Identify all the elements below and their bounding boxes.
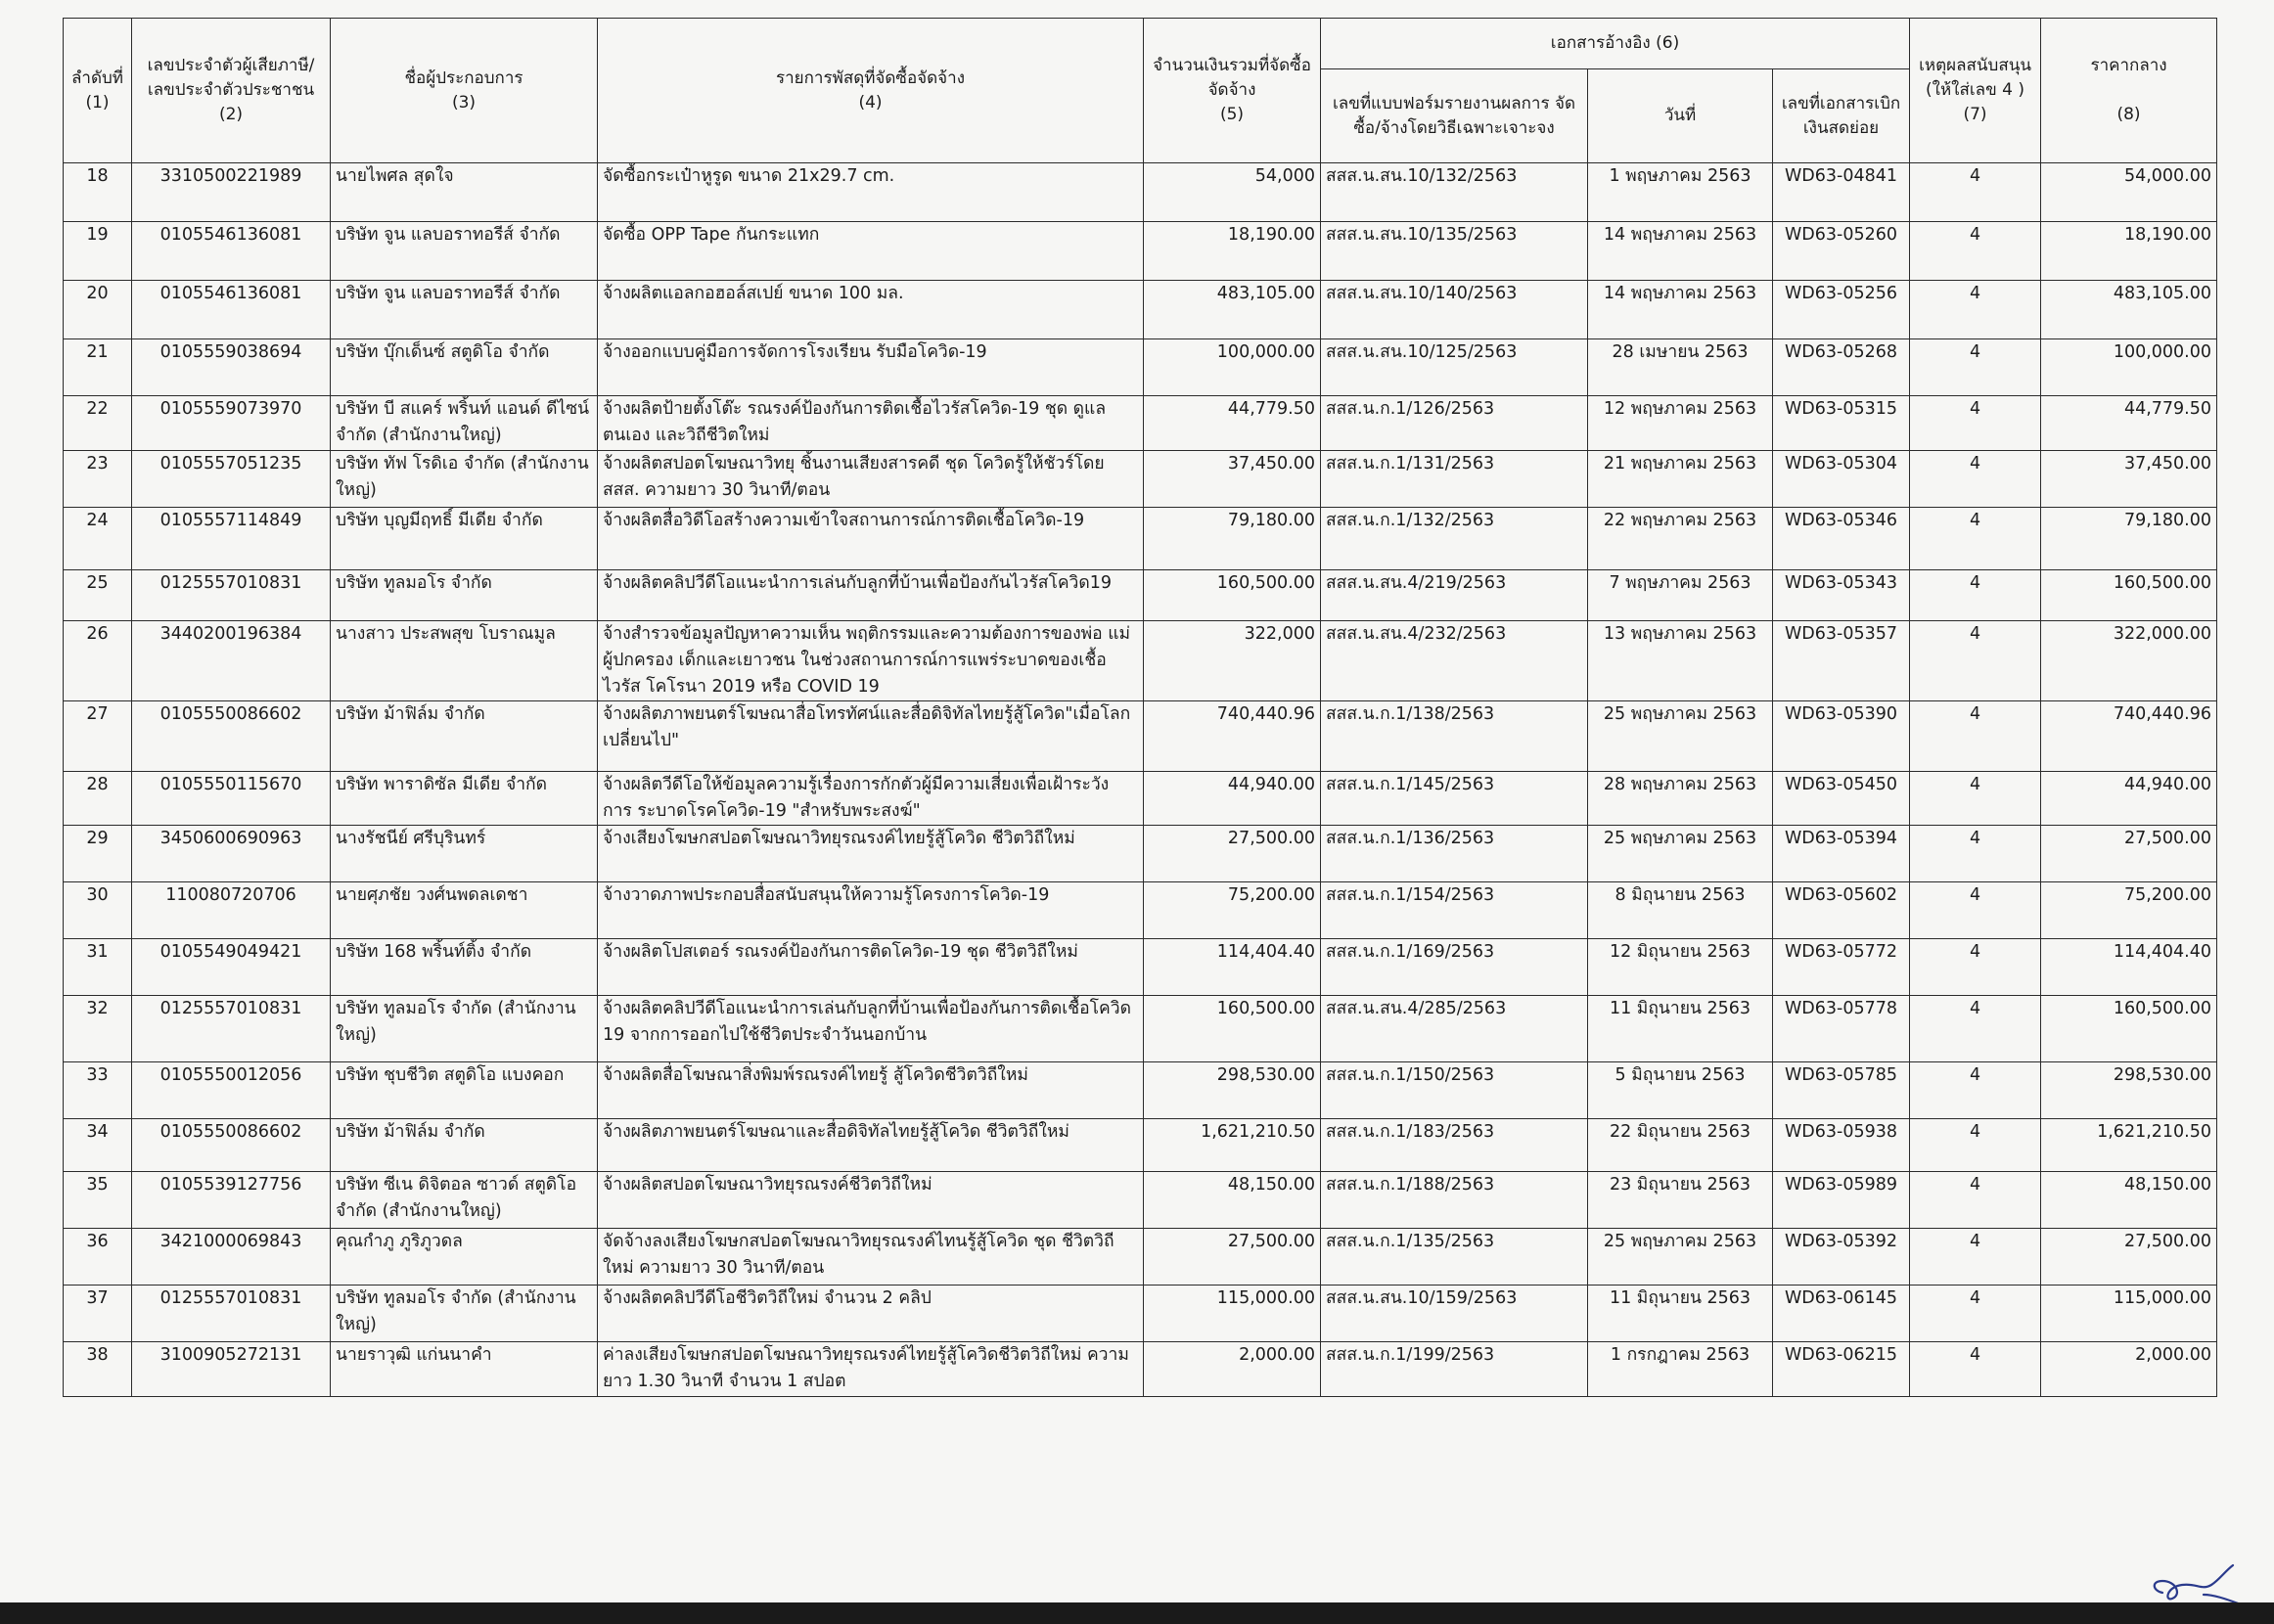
amount-cell: 54,000 (1144, 163, 1321, 222)
disb-no-cell: WD63-05256 (1773, 281, 1910, 339)
item-cell: จ้างผลิตแอลกอฮอล์สเปย์ ขนาด 100 มล. (598, 281, 1144, 339)
reason-cell: 4 (1910, 508, 2041, 570)
header-item: รายการพัสดุที่จัดซื้อจัดจ้าง (4) (598, 19, 1144, 163)
disb-no-cell: WD63-05394 (1773, 826, 1910, 882)
date-cell: 14 พฤษภาคม 2563 (1588, 222, 1773, 281)
median-price-cell: 79,180.00 (2041, 508, 2217, 570)
header-vendor: ชื่อผู้ประกอบการ (3) (331, 19, 598, 163)
vendor-cell: บริษัท ทูลมอโร จำกัด (สำนักงาน ใหญ่) (331, 1286, 598, 1342)
vendor-cell: บริษัท ม้าฟิล์ม จำกัด (331, 1119, 598, 1172)
header-ref-docs: เอกสารอ้างอิง (6) (1321, 19, 1910, 69)
item-cell: จ้างวาดภาพประกอบสื่อสนับสนุนให้ความรู้โครงการโควิด-19 (598, 882, 1144, 939)
tax-id-cell: 0105550012056 (132, 1062, 331, 1119)
amount-cell: 160,500.00 (1144, 996, 1321, 1062)
reason-cell: 4 (1910, 1229, 2041, 1286)
reason-cell: 4 (1910, 1062, 2041, 1119)
date-cell: 8 มิถุนายน 2563 (1588, 882, 1773, 939)
tax-id-cell: 3310500221989 (132, 163, 331, 222)
form-no-cell: สสส.น.ก.1/136/2563 (1321, 826, 1588, 882)
tax-id-cell: 0105546136081 (132, 281, 331, 339)
form-no-cell: สสส.น.ก.1/138/2563 (1321, 701, 1588, 772)
item-cell: จ้างผลิตโปสเตอร์ รณรงค์ป้องกันการติดโควิด-19 ชุด ชีวิตวิถีใหม่ (598, 939, 1144, 996)
disb-no-cell: WD63-05989 (1773, 1172, 1910, 1229)
table-header (64, 19, 2217, 163)
seq-cell: 37 (64, 1286, 132, 1342)
disb-no-cell: WD63-05785 (1773, 1062, 1910, 1119)
header-form-no: เลขที่แบบฟอร์มรายงานผลการ จัดซื้อ/จ้างโดยวิธีเฉพาะเจาะจง (1321, 69, 1588, 163)
tax-id-cell: 3450600690963 (132, 826, 331, 882)
tax-id-cell: 0105559073970 (132, 396, 331, 451)
form-no-cell: สสส.น.สน.10/135/2563 (1321, 222, 1588, 281)
date-cell: 21 พฤษภาคม 2563 (1588, 451, 1773, 508)
table-row (64, 1119, 2217, 1172)
form-no-cell: สสส.น.สน.10/125/2563 (1321, 339, 1588, 396)
date-cell: 25 พฤษภาคม 2563 (1588, 701, 1773, 772)
date-cell: 22 มิถุนายน 2563 (1588, 1119, 1773, 1172)
amount-cell: 18,190.00 (1144, 222, 1321, 281)
table-row (64, 1286, 2217, 1342)
seq-cell: 29 (64, 826, 132, 882)
median-price-cell: 27,500.00 (2041, 1229, 2217, 1286)
item-cell: จ้างผลิตภาพยนตร์โฆษณาสื่อโทรทัศน์และสื่อดิจิทัลไทยรู้สู้โควิด"เมื่อโลก เปลี่ยนไป" (598, 701, 1144, 772)
date-cell: 1 กรกฎาคม 2563 (1588, 1342, 1773, 1397)
form-no-cell: สสส.น.สน.4/232/2563 (1321, 621, 1588, 701)
date-cell: 12 พฤษภาคม 2563 (1588, 396, 1773, 451)
table-row (64, 772, 2217, 826)
vendor-cell: นายไพศล สุดใจ (331, 163, 598, 222)
date-cell: 5 มิถุนายน 2563 (1588, 1062, 1773, 1119)
item-cell: จัดจ้างลงเสียงโฆษกสปอตโฆษณาวิทยุรณรงค์ไทนรู้สู้โควิด ชุด ชีวิตวิถีใหม่ ความยาว 30 วินาที/ตอน (598, 1229, 1144, 1286)
seq-cell: 32 (64, 996, 132, 1062)
procurement-table (63, 18, 2217, 1397)
amount-cell: 27,500.00 (1144, 826, 1321, 882)
date-cell: 28 พฤษภาคม 2563 (1588, 772, 1773, 826)
item-cell: จ้างผลิตคลิปวีดีโอแนะนำการเล่นกับลูกที่บ้านเพื่อป้องกันการติดเชื้อโควิด 19 จากการออกไปใช้ชีวิตประจำวันนอกบ้าน (598, 996, 1144, 1062)
reason-cell: 4 (1910, 772, 2041, 826)
vendor-cell: นางรัชนีย์ ศรีบุรินทร์ (331, 826, 598, 882)
tax-id-cell: 0105549049421 (132, 939, 331, 996)
date-cell: 7 พฤษภาคม 2563 (1588, 570, 1773, 621)
reason-cell: 4 (1910, 339, 2041, 396)
amount-cell: 115,000.00 (1144, 1286, 1321, 1342)
header-date: วันที่ (1588, 69, 1773, 163)
tax-id-cell: 0105557051235 (132, 451, 331, 508)
item-cell: จ้างผลิตสปอตโฆษณาวิทยุ ชิ้นงานเสียงสารคดี ชุด โควิดรู้ให้ชัวร์โดย สสส. ความยาว 30 วินาที/ตอน (598, 451, 1144, 508)
form-no-cell: สสส.น.ก.1/183/2563 (1321, 1119, 1588, 1172)
vendor-cell: บริษัท จูน แลบอราทอรีส์ จำกัด (331, 222, 598, 281)
table-row (64, 339, 2217, 396)
form-no-cell: สสส.น.สน.4/285/2563 (1321, 996, 1588, 1062)
seq-cell: 21 (64, 339, 132, 396)
disb-no-cell: WD63-05450 (1773, 772, 1910, 826)
seq-cell: 31 (64, 939, 132, 996)
table-row (64, 1172, 2217, 1229)
page-bottom-edge (0, 1602, 2274, 1624)
vendor-cell: บริษัท ทูลมอโร จำกัด (331, 570, 598, 621)
seq-cell: 25 (64, 570, 132, 621)
vendor-cell: นางสาว ประสพสุข โบราณมูล (331, 621, 598, 701)
date-cell: 1 พฤษภาคม 2563 (1588, 163, 1773, 222)
tax-id-cell: 110080720706 (132, 882, 331, 939)
seq-cell: 36 (64, 1229, 132, 1286)
median-price-cell: 298,530.00 (2041, 1062, 2217, 1119)
seq-cell: 30 (64, 882, 132, 939)
item-cell: จ้างผลิตสปอตโฆษณาวิทยุรณรงค์ชีวิตวิถีใหม่ (598, 1172, 1144, 1229)
table-row (64, 701, 2217, 772)
reason-cell: 4 (1910, 826, 2041, 882)
tax-id-cell: 0125557010831 (132, 996, 331, 1062)
disb-no-cell: WD63-05357 (1773, 621, 1910, 701)
seq-cell: 18 (64, 163, 132, 222)
amount-cell: 160,500.00 (1144, 570, 1321, 621)
form-no-cell: สสส.น.ก.1/135/2563 (1321, 1229, 1588, 1286)
seq-cell: 23 (64, 451, 132, 508)
amount-cell: 1,621,210.50 (1144, 1119, 1321, 1172)
table-row (64, 508, 2217, 570)
vendor-cell: นายศุภชัย วงศ์นพดลเดชา (331, 882, 598, 939)
date-cell: 14 พฤษภาคม 2563 (1588, 281, 1773, 339)
median-price-cell: 54,000.00 (2041, 163, 2217, 222)
vendor-cell: บริษัท ชุบชีวิต สตูดิโอ แบงคอก (331, 1062, 598, 1119)
tax-id-cell: 0105559038694 (132, 339, 331, 396)
table-row (64, 939, 2217, 996)
disb-no-cell: WD63-06215 (1773, 1342, 1910, 1397)
median-price-cell: 44,779.50 (2041, 396, 2217, 451)
amount-cell: 740,440.96 (1144, 701, 1321, 772)
median-price-cell: 27,500.00 (2041, 826, 2217, 882)
seq-cell: 34 (64, 1119, 132, 1172)
vendor-cell: บริษัท จูน แลบอราทอรีส์ จำกัด (331, 281, 598, 339)
vendor-cell: บริษัท ทูลมอโร จำกัด (สำนักงาน ใหญ่) (331, 996, 598, 1062)
form-no-cell: สสส.น.ก.1/199/2563 (1321, 1342, 1588, 1397)
disb-no-cell: WD63-05772 (1773, 939, 1910, 996)
form-no-cell: สสส.น.ก.1/145/2563 (1321, 772, 1588, 826)
tax-id-cell: 3421000069843 (132, 1229, 331, 1286)
disb-no-cell: WD63-05390 (1773, 701, 1910, 772)
table-row (64, 451, 2217, 508)
median-price-cell: 37,450.00 (2041, 451, 2217, 508)
reason-cell: 4 (1910, 281, 2041, 339)
table-row (64, 996, 2217, 1062)
table-row (64, 163, 2217, 222)
header-median-price: ราคากลาง (8) (2041, 19, 2217, 163)
item-cell: จ้างผลิตป้ายตั้งโต๊ะ รณรงค์ป้องกันการติดเชื้อไวรัสโควิด-19 ชุด ดูแลตนเอง และวิถีชีวิตใหม่ (598, 396, 1144, 451)
amount-cell: 37,450.00 (1144, 451, 1321, 508)
disb-no-cell: WD63-05392 (1773, 1229, 1910, 1286)
date-cell: 25 พฤษภาคม 2563 (1588, 1229, 1773, 1286)
disb-no-cell: WD63-05938 (1773, 1119, 1910, 1172)
disb-no-cell: WD63-05304 (1773, 451, 1910, 508)
median-price-cell: 44,940.00 (2041, 772, 2217, 826)
form-no-cell: สสส.น.ก.1/131/2563 (1321, 451, 1588, 508)
median-price-cell: 2,000.00 (2041, 1342, 2217, 1397)
form-no-cell: สสส.น.ก.1/188/2563 (1321, 1172, 1588, 1229)
tax-id-cell: 0105539127756 (132, 1172, 331, 1229)
vendor-cell: บริษัท บุ๊กเด็นซ์ สตูดิโอ จำกัด (331, 339, 598, 396)
reason-cell: 4 (1910, 1119, 2041, 1172)
table-row (64, 222, 2217, 281)
item-cell: จ้างผลิตภาพยนตร์โฆษณาและสื่อดิจิทัลไทยรู้สู้โควิด ชีวิตวิถีใหม่ (598, 1119, 1144, 1172)
reason-cell: 4 (1910, 1172, 2041, 1229)
header-disb-no: เลขที่เอกสารเบิก เงินสดย่อย (1773, 69, 1910, 163)
form-no-cell: สสส.น.ก.1/154/2563 (1321, 882, 1588, 939)
tax-id-cell: 0125557010831 (132, 570, 331, 621)
date-cell: 12 มิถุนายน 2563 (1588, 939, 1773, 996)
disb-no-cell: WD63-06145 (1773, 1286, 1910, 1342)
item-cell: จ้างเสียงโฆษกสปอตโฆษณาวิทยุรณรงค์ไทยรู้สู้โควิด ชีวิตวิถีใหม่ (598, 826, 1144, 882)
amount-cell: 79,180.00 (1144, 508, 1321, 570)
tax-id-cell: 0105546136081 (132, 222, 331, 281)
seq-cell: 27 (64, 701, 132, 772)
vendor-cell: บริษัท บี สแคร์ พริ้นท์ แอนด์ ดีไซน์ จำกัด (สำนักงานใหญ่) (331, 396, 598, 451)
reason-cell: 4 (1910, 222, 2041, 281)
vendor-cell: บริษัท พาราดิซัล มีเดีย จำกัด (331, 772, 598, 826)
vendor-cell: บริษัท ซีเน ดิจิตอล ซาวด์ สตูดิโอ จำกัด (สำนักงานใหญ่) (331, 1172, 598, 1229)
form-no-cell: สสส.น.ก.1/126/2563 (1321, 396, 1588, 451)
tax-id-cell: 3100905272131 (132, 1342, 331, 1397)
reason-cell: 4 (1910, 621, 2041, 701)
reason-cell: 4 (1910, 939, 2041, 996)
form-no-cell: สสส.น.สน.4/219/2563 (1321, 570, 1588, 621)
table-row (64, 1342, 2217, 1397)
table-row (64, 882, 2217, 939)
seq-cell: 28 (64, 772, 132, 826)
form-no-cell: สสส.น.ก.1/169/2563 (1321, 939, 1588, 996)
disb-no-cell: WD63-05346 (1773, 508, 1910, 570)
form-no-cell: สสส.น.สน.10/159/2563 (1321, 1286, 1588, 1342)
reason-cell: 4 (1910, 882, 2041, 939)
amount-cell: 322,000 (1144, 621, 1321, 701)
date-cell: 11 มิถุนายน 2563 (1588, 996, 1773, 1062)
tax-id-cell: 0125557010831 (132, 1286, 331, 1342)
median-price-cell: 160,500.00 (2041, 996, 2217, 1062)
amount-cell: 483,105.00 (1144, 281, 1321, 339)
date-cell: 28 เมษายน 2563 (1588, 339, 1773, 396)
amount-cell: 100,000.00 (1144, 339, 1321, 396)
median-price-cell: 18,190.00 (2041, 222, 2217, 281)
reason-cell: 4 (1910, 451, 2041, 508)
tax-id-cell: 0105550086602 (132, 701, 331, 772)
tax-id-cell: 0105550086602 (132, 1119, 331, 1172)
table-row (64, 1229, 2217, 1286)
disb-no-cell: WD63-05602 (1773, 882, 1910, 939)
seq-cell: 24 (64, 508, 132, 570)
reason-cell: 4 (1910, 1342, 2041, 1397)
reason-cell: 4 (1910, 701, 2041, 772)
amount-cell: 44,940.00 (1144, 772, 1321, 826)
disb-no-cell: WD63-05778 (1773, 996, 1910, 1062)
item-cell: จ้างผลิตคลิปวีดีโอชีวิตวิถีใหม่ จำนวน 2 คลิป (598, 1286, 1144, 1342)
amount-cell: 114,404.40 (1144, 939, 1321, 996)
table-row (64, 396, 2217, 451)
median-price-cell: 114,404.40 (2041, 939, 2217, 996)
vendor-cell: คุณกำภู ภูริภูวดล (331, 1229, 598, 1286)
seq-cell: 22 (64, 396, 132, 451)
seq-cell: 26 (64, 621, 132, 701)
table-row (64, 1062, 2217, 1119)
date-cell: 13 พฤษภาคม 2563 (1588, 621, 1773, 701)
date-cell: 22 พฤษภาคม 2563 (1588, 508, 1773, 570)
amount-cell: 298,530.00 (1144, 1062, 1321, 1119)
median-price-cell: 322,000.00 (2041, 621, 2217, 701)
item-cell: จ้างผลิตคลิปวีดีโอแนะนำการเล่นกับลูกที่บ้านเพื่อป้องกันไวรัสโควิด19 (598, 570, 1144, 621)
median-price-cell: 1,621,210.50 (2041, 1119, 2217, 1172)
tax-id-cell: 0105557114849 (132, 508, 331, 570)
table-row (64, 826, 2217, 882)
seq-cell: 38 (64, 1342, 132, 1397)
reason-cell: 4 (1910, 1286, 2041, 1342)
item-cell: จ้างสำรวจข้อมูลปัญหาความเห็น พฤติกรรมและความต้องการของพ่อ แม่ ผู้ปกครอง เด็กและเยาวชน ในช่วงสถานการณ์การแพร่ระบาดของเชื้อไวรัส โคโรนา 2019 หรือ COVID 19 (598, 621, 1144, 701)
form-no-cell: สสส.น.สน.10/140/2563 (1321, 281, 1588, 339)
header-seq: ลำดับที่ (1) (64, 19, 132, 163)
amount-cell: 44,779.50 (1144, 396, 1321, 451)
date-cell: 23 มิถุนายน 2563 (1588, 1172, 1773, 1229)
item-cell: จัดซื้อกระเป๋าหูรูด ขนาด 21x29.7 cm. (598, 163, 1144, 222)
header-tax-id: เลขประจำตัวผู้เสียภาษี/ เลขประจำตัวประชาชน (2) (132, 19, 331, 163)
table-body (64, 163, 2217, 1397)
reason-cell: 4 (1910, 163, 2041, 222)
item-cell: จัดซื้อ OPP Tape กันกระแทก (598, 222, 1144, 281)
reason-cell: 4 (1910, 570, 2041, 621)
header-amount: จำนวนเงินรวมที่จัดซื้อ จัดจ้าง (5) (1144, 19, 1321, 163)
seq-cell: 19 (64, 222, 132, 281)
seq-cell: 35 (64, 1172, 132, 1229)
reason-cell: 4 (1910, 396, 2041, 451)
median-price-cell: 75,200.00 (2041, 882, 2217, 939)
median-price-cell: 160,500.00 (2041, 570, 2217, 621)
table-row (64, 621, 2217, 701)
disb-no-cell: WD63-04841 (1773, 163, 1910, 222)
form-no-cell: สสส.น.สน.10/132/2563 (1321, 163, 1588, 222)
median-price-cell: 100,000.00 (2041, 339, 2217, 396)
date-cell: 11 มิถุนายน 2563 (1588, 1286, 1773, 1342)
table-row (64, 281, 2217, 339)
median-price-cell: 115,000.00 (2041, 1286, 2217, 1342)
median-price-cell: 483,105.00 (2041, 281, 2217, 339)
disb-no-cell: WD63-05268 (1773, 339, 1910, 396)
date-cell: 25 พฤษภาคม 2563 (1588, 826, 1773, 882)
reason-cell: 4 (1910, 996, 2041, 1062)
vendor-cell: บริษัท ม้าฟิล์ม จำกัด (331, 701, 598, 772)
tax-id-cell: 0105550115670 (132, 772, 331, 826)
amount-cell: 75,200.00 (1144, 882, 1321, 939)
seq-cell: 33 (64, 1062, 132, 1119)
disb-no-cell: WD63-05260 (1773, 222, 1910, 281)
seq-cell: 20 (64, 281, 132, 339)
item-cell: ค่าลงเสียงโฆษกสปอตโฆษณาวิทยุรณรงค์ไทยรู้สู้โควิดชีวิตวิถีใหม่ ความยาว 1.30 วินาที จำนวน 1 สปอต (598, 1342, 1144, 1397)
vendor-cell: บริษัท บุญมีฤทธิ์ มีเดีย จำกัด (331, 508, 598, 570)
item-cell: จ้างผลิตสื่อโฆษณาสิ่งพิมพ์รณรงค์ไทยรู้ สู้โควิดชีวิตวิถีใหม่ (598, 1062, 1144, 1119)
item-cell: จ้างผลิตวีดีโอให้ข้อมูลความรู้เรื่องการกักตัวผู้มีความเสี่ยงเพื่อเฝ้าระวังการ ระบาดโรคโควิด-19 "สำหรับพระสงฆ์" (598, 772, 1144, 826)
table-row (64, 570, 2217, 621)
median-price-cell: 740,440.96 (2041, 701, 2217, 772)
amount-cell: 2,000.00 (1144, 1342, 1321, 1397)
amount-cell: 48,150.00 (1144, 1172, 1321, 1229)
vendor-cell: นายราวุฒิ แก่นนาคำ (331, 1342, 598, 1397)
median-price-cell: 48,150.00 (2041, 1172, 2217, 1229)
header-reason: เหตุผลสนับสนุน (ให้ใส่เลข 4 ) (7) (1910, 19, 2041, 163)
amount-cell: 27,500.00 (1144, 1229, 1321, 1286)
tax-id-cell: 3440200196384 (132, 621, 331, 701)
form-no-cell: สสส.น.ก.1/132/2563 (1321, 508, 1588, 570)
disb-no-cell: WD63-05315 (1773, 396, 1910, 451)
disb-no-cell: WD63-05343 (1773, 570, 1910, 621)
item-cell: จ้างออกแบบคู่มือการจัดการโรงเรียน รับมือโควิด-19 (598, 339, 1144, 396)
vendor-cell: บริษัท 168 พริ้นท์ติ้ง จำกัด (331, 939, 598, 996)
vendor-cell: บริษัท ทัฟ โรดิเอ จำกัด (สำนักงาน ใหญ่) (331, 451, 598, 508)
item-cell: จ้างผลิตสื่อวิดีโอสร้างความเข้าใจสถานการณ์การติดเชื้อโควิด-19 (598, 508, 1144, 570)
form-no-cell: สสส.น.ก.1/150/2563 (1321, 1062, 1588, 1119)
